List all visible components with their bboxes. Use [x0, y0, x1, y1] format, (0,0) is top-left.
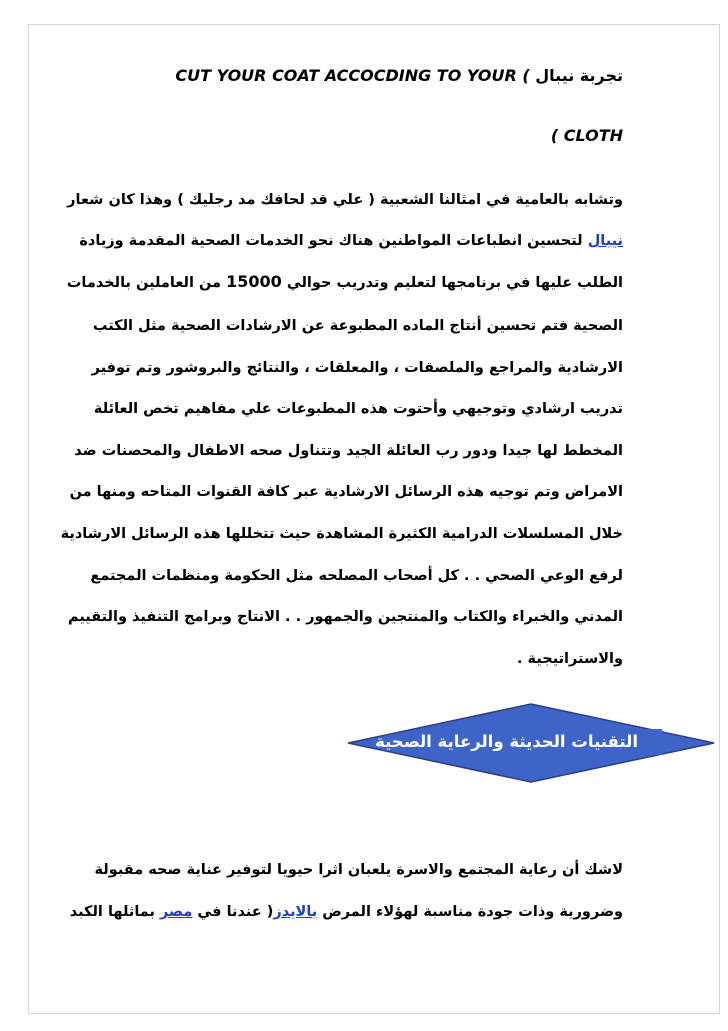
document-title-line-1 — [175, 66, 623, 85]
paragraph-line: الارشادية والمراجع والملصقات ، والمعلقات ، والنتائج والبروشور وتم توفير — [91, 360, 623, 376]
paragraph-line: لرفع الوعي الصحي . . كل أصحاب المصلحه مثل الحكومة ومنظمات المجتمع — [90, 568, 623, 584]
document-title-line-2: ( CLOTH — [550, 126, 623, 145]
paragraph-line-text: الطلب عليها في برنامجها لتعليم وتدريب حوالي — [286, 275, 623, 291]
paragraph-line: لاشك أن رعاية المجتمع والاسرة يلعبان اثرا حيويا لتوفير عناية صحه مقبولة — [94, 862, 623, 878]
paragraph-line: خلال المسلسلات الدرامية الكثيرة المشاهدة حيث تتخللها هذه الرسائل الارشادية — [60, 526, 623, 542]
egypt-link[interactable]: مصر — [160, 904, 193, 920]
paragraph-line-text: ( عندنا في — [197, 904, 274, 920]
paragraph-line: الصحية فتم تحسين أنتاج الماده المطبوعة عن الارشادات الصحية مثل الكتب — [92, 318, 623, 334]
title-arabic: تجربة نيبال — [535, 66, 623, 85]
paragraph-line: المدني والخبراء والكتاب والمنتجين والجمهور . . الانتاج وبرامج التنفيذ والتقييم — [67, 609, 623, 625]
aids-link[interactable]: بالايدز — [273, 904, 318, 920]
paragraph-line — [70, 900, 623, 924]
paragraph-line-text: وضرورية وذات جودة مناسبة لهؤلاء المرض — [322, 904, 623, 920]
paragraph-line: المخطط لها جيدا ودور رب العائلة الجيد وتتناول صحه الاطفال والمحصنات ضد — [74, 443, 623, 459]
paragraph-line-text: من العاملين بالخدمات — [66, 275, 222, 291]
callout-label: التقنيات الحديثة والرعاية الصحية — [375, 732, 638, 751]
paragraph-line: تدريب ارشادي وتوجيهي وأحتوت هذه المطبوعات علي مفاهيم تخص العائلة — [93, 401, 623, 417]
paragraph-line — [67, 270, 623, 294]
paragraph-line-text: بماثلها الكبد — [69, 904, 155, 920]
paragraph-line: وتشابه بالعامية في امثالنا الشعبية ( علي قد لحافك مد رجليك ) وهذا كان شعار — [67, 192, 623, 208]
paragraph-line — [79, 229, 623, 253]
paragraph-line: والاستراتيجية . — [516, 651, 623, 667]
paragraph-line-text: لتحسين انطباعات المواطنين هناك نحو الخدمات الصحية المقدمة وزيادة — [79, 233, 583, 249]
trainee-count: 15000 — [226, 272, 282, 291]
title-latin: CUT YOUR COAT ACCOCDING TO YOUR ( — [175, 66, 530, 85]
paragraph-line: الامراض وتم توجيه هذه الرسائل الارشادية عبر كافة القنوات المتاحه ومنها من — [69, 484, 623, 500]
callout-banner — [342, 700, 720, 786]
nepal-link[interactable]: نيبال — [587, 233, 623, 249]
